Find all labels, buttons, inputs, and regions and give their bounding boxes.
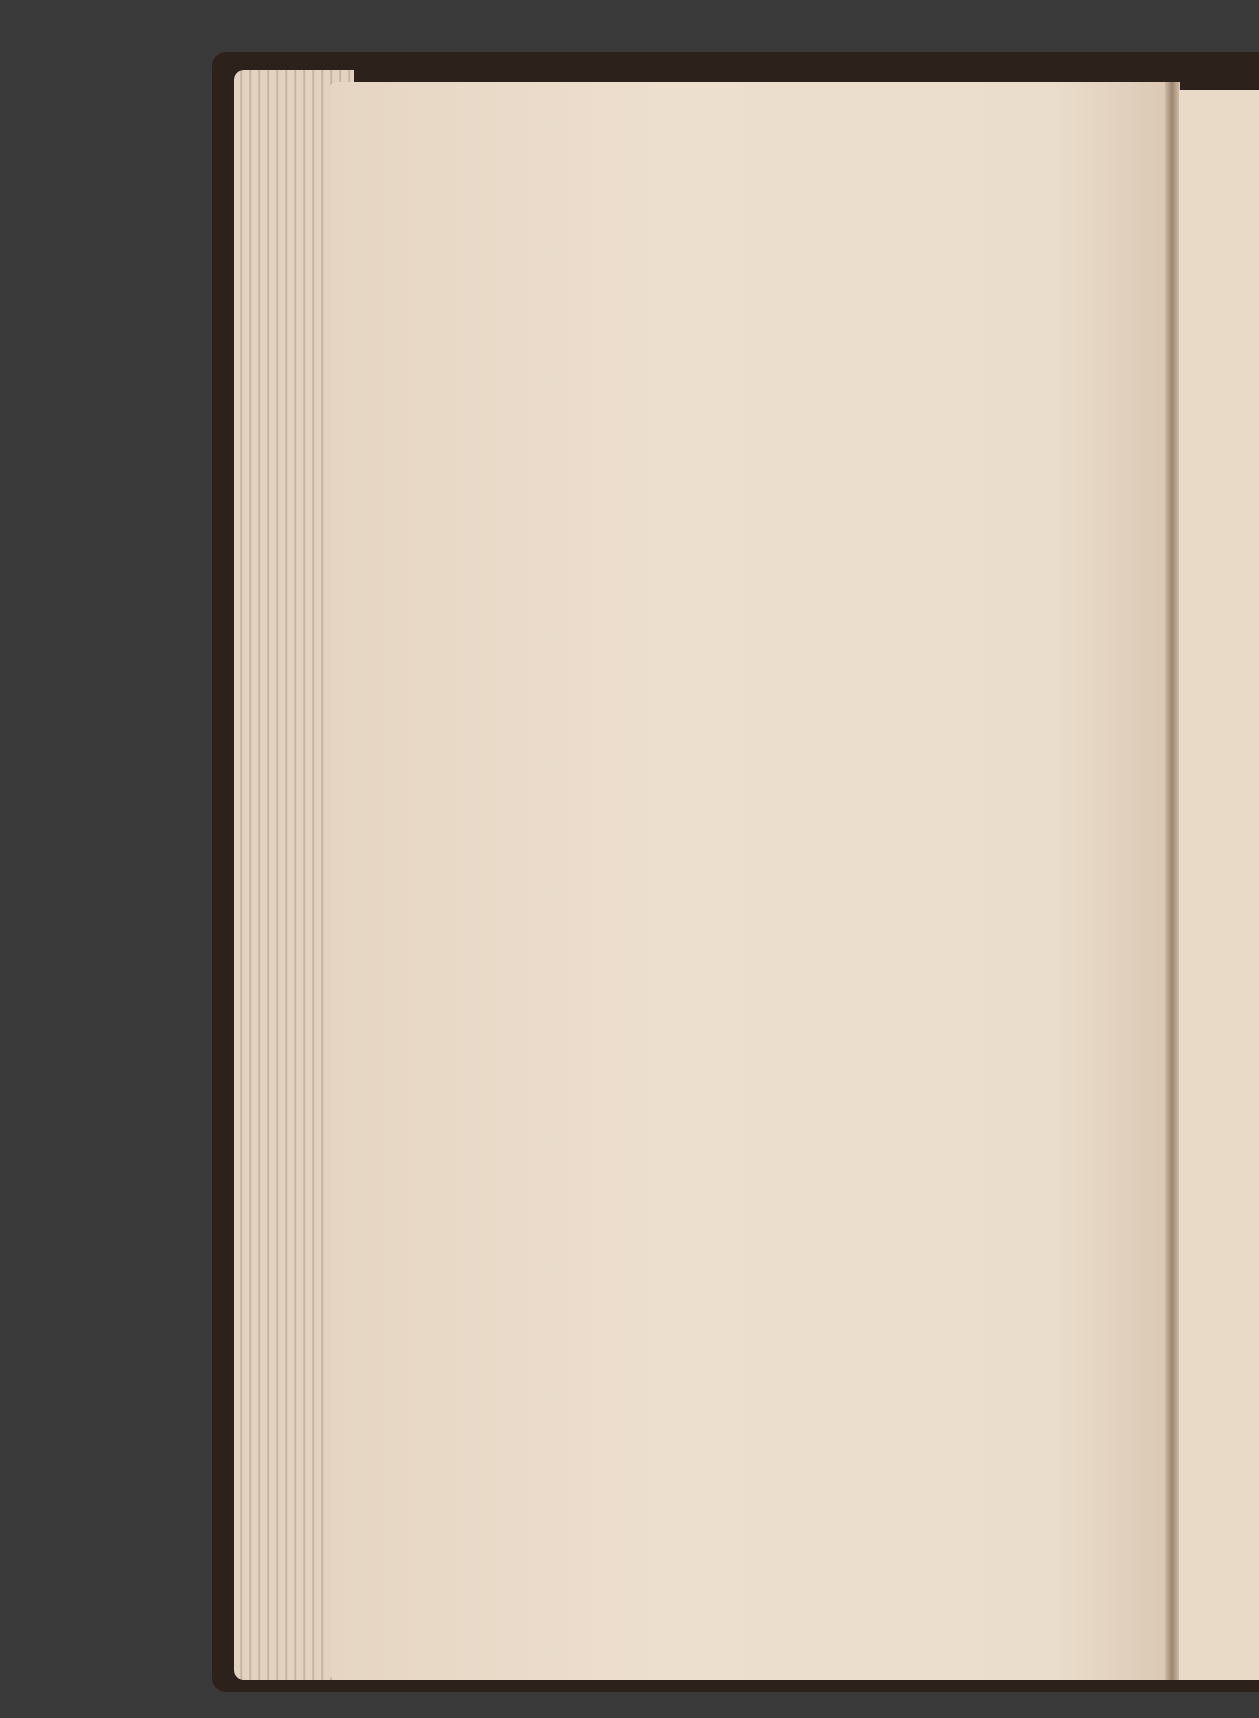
facing-page (1179, 90, 1259, 1680)
section-subheading (560, 246, 1145, 290)
catchword (560, 340, 1145, 380)
book-gutter (1165, 82, 1179, 1680)
running-head (560, 160, 1145, 202)
page-text (560, 160, 1145, 380)
section-heading (560, 202, 1145, 246)
chapter-title (560, 290, 1145, 340)
chapter-body (560, 340, 1145, 380)
